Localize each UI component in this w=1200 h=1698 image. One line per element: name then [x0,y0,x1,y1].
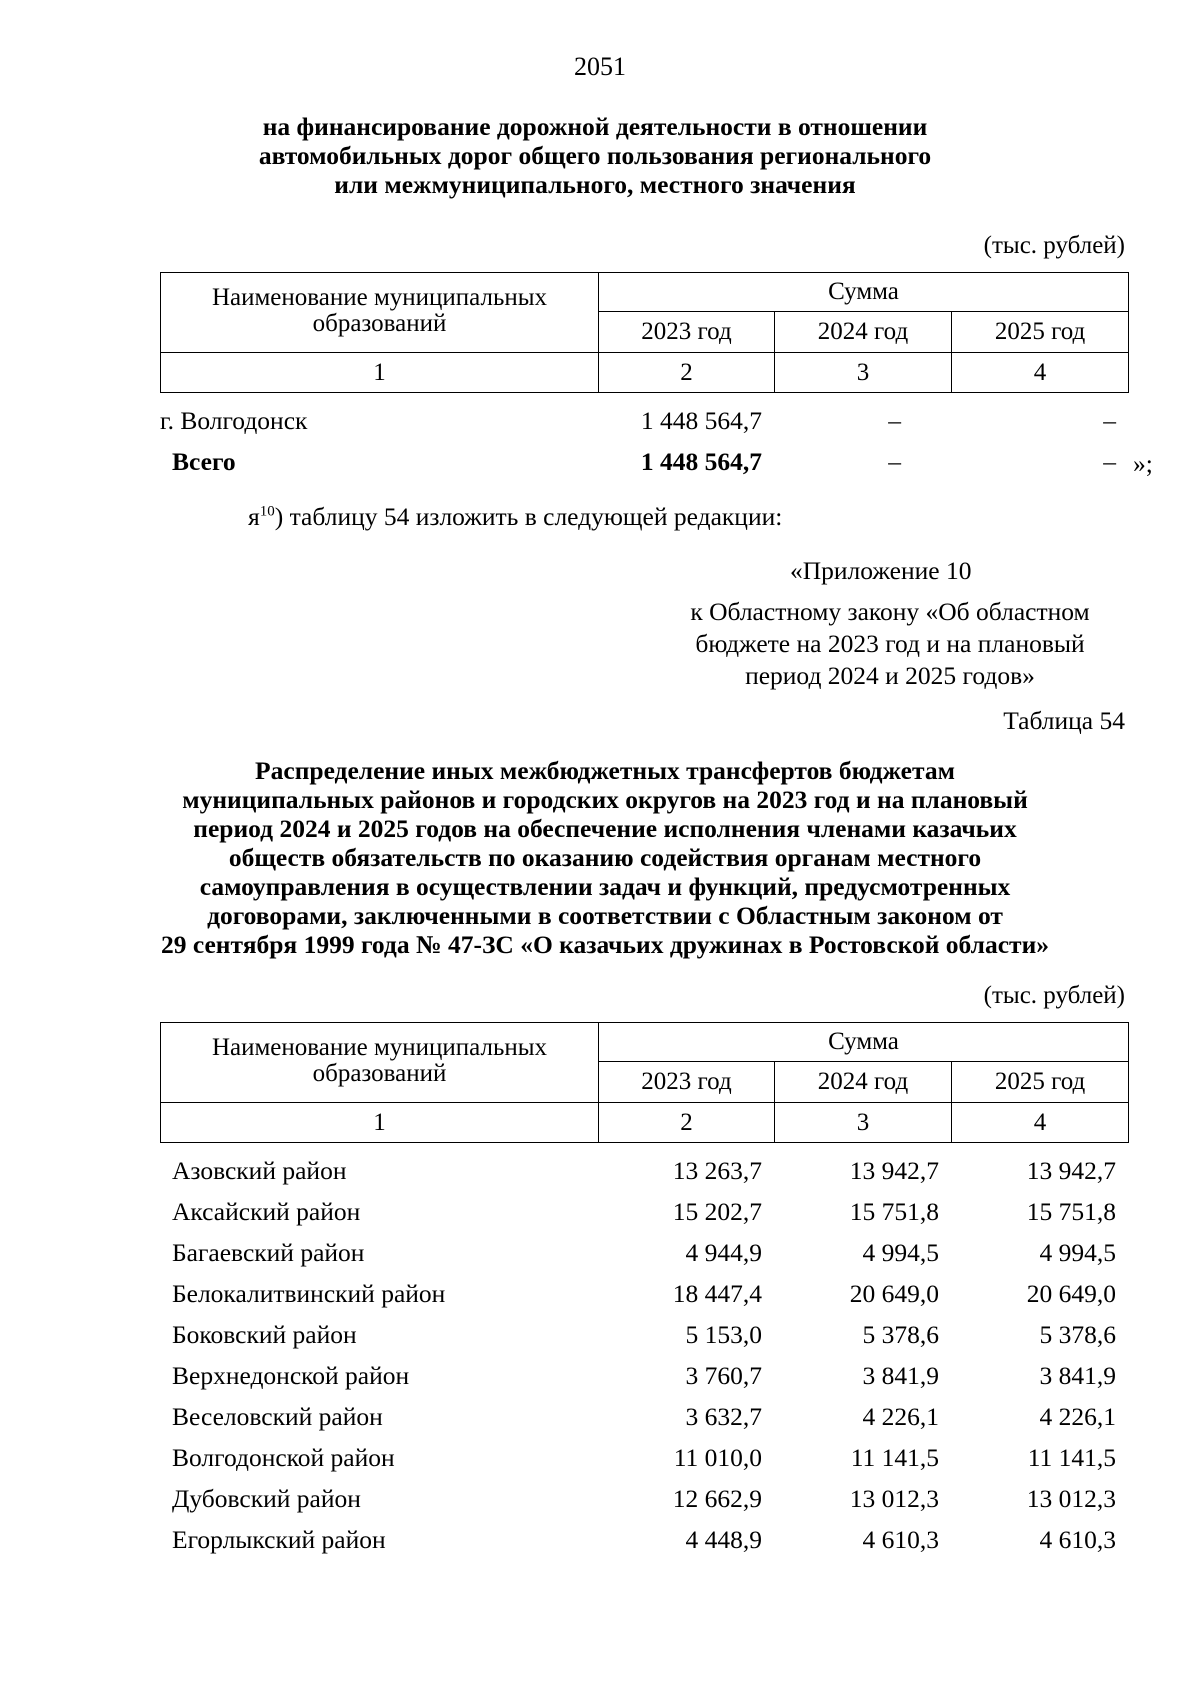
section2-table-body [160,1150,1128,1560]
section1-table-body [160,400,1128,482]
section1-units: (тыс. рублей) [983,232,1125,259]
column-number: 3 [775,353,952,393]
section1-table-header [160,272,1129,393]
row-value-2025: 20 649,0 [1026,1278,1116,1308]
row-value-2025: 5 378,6 [1039,1319,1116,1349]
column-number: 1 [161,1103,599,1143]
quote-end-mark: »; [1133,449,1153,478]
total-label: Всего [172,446,236,476]
table-row [160,1437,1128,1478]
section2-units: (тыс. рублей) [983,982,1125,1009]
row-name: Азовский район [172,1155,347,1185]
row-value-2025: – [1103,405,1116,435]
appendix-reference [650,596,1130,692]
row-name: г. Волгодонск [160,405,308,435]
column-header-year: 2025 год [952,1062,1129,1103]
row-value-2025: 11 141,5 [1027,1442,1116,1472]
row-name: Дубовский район [172,1483,361,1513]
section1-title [140,112,1050,199]
total-value-2025: – [1103,446,1116,476]
column-number: 4 [952,353,1129,393]
section2-title-line: самоуправления в осуществлении задач и функций, предусмотренных [199,872,1011,901]
column-number: 2 [599,353,775,393]
appendix-reference-line: к Областному закону «Об областном [690,597,1090,626]
amendment-instruction [248,502,782,532]
table-row [160,1150,1128,1191]
table-row [160,1478,1128,1519]
row-value-2024: 20 649,0 [849,1278,939,1308]
row-value-2023: 5 153,0 [685,1319,762,1349]
row-name: Веселовский район [172,1401,383,1431]
row-value-2024: 3 841,9 [862,1360,939,1390]
row-name: Егорлыкский район [172,1524,386,1554]
row-value-2023: 15 202,7 [672,1196,762,1226]
row-value-2024: 5 378,6 [862,1319,939,1349]
column-header-name: Наименование муниципальных образований [161,1023,599,1103]
column-header-year: 2023 год [599,1062,775,1103]
row-value-2025: 13 012,3 [1026,1483,1116,1513]
column-header-year: 2024 год [775,1062,952,1103]
table-total-row [160,441,1128,482]
section2-table-header [160,1022,1129,1143]
section2-title [120,756,1090,959]
row-value-2025: 13 942,7 [1026,1155,1116,1185]
row-name: Багаевский район [172,1237,365,1267]
column-number: 4 [952,1103,1129,1143]
section1-title-line: на финансирование дорожной деятельности в отношении [262,112,928,141]
column-header-sum: Сумма [599,273,1129,312]
appendix-reference-line: период 2024 и 2025 годов» [745,661,1035,690]
column-number: 2 [599,1103,775,1143]
appendix-title: «Приложение 10 [790,556,972,585]
column-header-year: 2025 год [952,312,1129,353]
column-number: 3 [775,1103,952,1143]
table-row [160,1314,1128,1355]
row-value-2025: 4 226,1 [1039,1401,1116,1431]
section1-title-line: или межмуниципального, местного значения [334,170,856,199]
row-value-2023: 11 010,0 [673,1442,762,1472]
table-row [160,1355,1128,1396]
table-label: Таблица 54 [1003,706,1125,735]
instruction-prefix: я [248,502,260,531]
column-header-year: 2024 год [775,312,952,353]
row-value-2024: 4 226,1 [862,1401,939,1431]
row-value-2025: 4 994,5 [1039,1237,1116,1267]
row-value-2024: 4 610,3 [862,1524,939,1554]
row-name: Волгодонской район [172,1442,395,1472]
row-value-2023: 18 447,4 [672,1278,762,1308]
page-number: 2051 [574,52,626,81]
row-value-2025: 4 610,3 [1039,1524,1116,1554]
table-row [160,1232,1128,1273]
row-value-2023: 3 760,7 [685,1360,762,1390]
row-value-2024: 15 751,8 [849,1196,939,1226]
row-value-2025: 15 751,8 [1026,1196,1116,1226]
row-value-2023: 12 662,9 [672,1483,762,1513]
table-row [160,1519,1128,1560]
row-value-2023: 3 632,7 [685,1401,762,1431]
row-value-2023: 4 448,9 [685,1524,762,1554]
row-value-2024: 4 994,5 [862,1237,939,1267]
row-name: Белокалитвинский район [172,1278,446,1308]
column-header-name: Наименование муниципальных образований [161,273,599,353]
column-header-year: 2023 год [599,312,775,353]
row-value-2025: 3 841,9 [1039,1360,1116,1390]
section1-title-line: автомобильных дорог общего пользования регионального [258,141,932,170]
row-value-2023: 13 263,7 [672,1155,762,1185]
row-value-2024: – [888,405,901,435]
section2-title-line: муниципальных районов и городских округов на 2023 год и на плановый [182,785,1028,814]
total-value-2024: – [888,446,901,476]
section2-title-line: Распределение иных межбюджетных трансфертов бюджетам [255,756,955,785]
instruction-text: ) таблицу 54 изложить в следующей редакции: [274,502,783,531]
row-value-2024: 13 942,7 [849,1155,939,1185]
section2-title-line: 29 сентября 1999 года № 47-ЗС «О казачьих дружинах в Ростовской области» [160,930,1050,959]
total-value-2023: 1 448 564,7 [640,446,762,476]
row-value-2024: 11 141,5 [850,1442,939,1472]
row-value-2023: 1 448 564,7 [640,405,762,435]
instruction-superscript: 10 [259,503,275,520]
appendix-reference-line: бюджете на 2023 год и на плановый [695,629,1085,658]
section2-title-line: период 2024 и 2025 годов на обеспечение исполнения членами казачьих [193,814,1017,843]
row-value-2023: 4 944,9 [685,1237,762,1267]
section2-title-line: обществ обязательств по оказанию содействия органам местного [228,843,982,872]
section2-title-line: договорами, заключенными в соответствии с Областным законом от [207,901,1003,930]
column-number: 1 [161,353,599,393]
table-row [160,1191,1128,1232]
row-name: Боковский район [172,1319,357,1349]
row-value-2024: 13 012,3 [849,1483,939,1513]
table-row [160,400,1128,441]
row-name: Верхнедонской район [172,1360,410,1390]
table-row [160,1273,1128,1314]
row-name: Аксайский район [172,1196,361,1226]
column-header-sum: Сумма [599,1023,1129,1062]
table-row [160,1396,1128,1437]
